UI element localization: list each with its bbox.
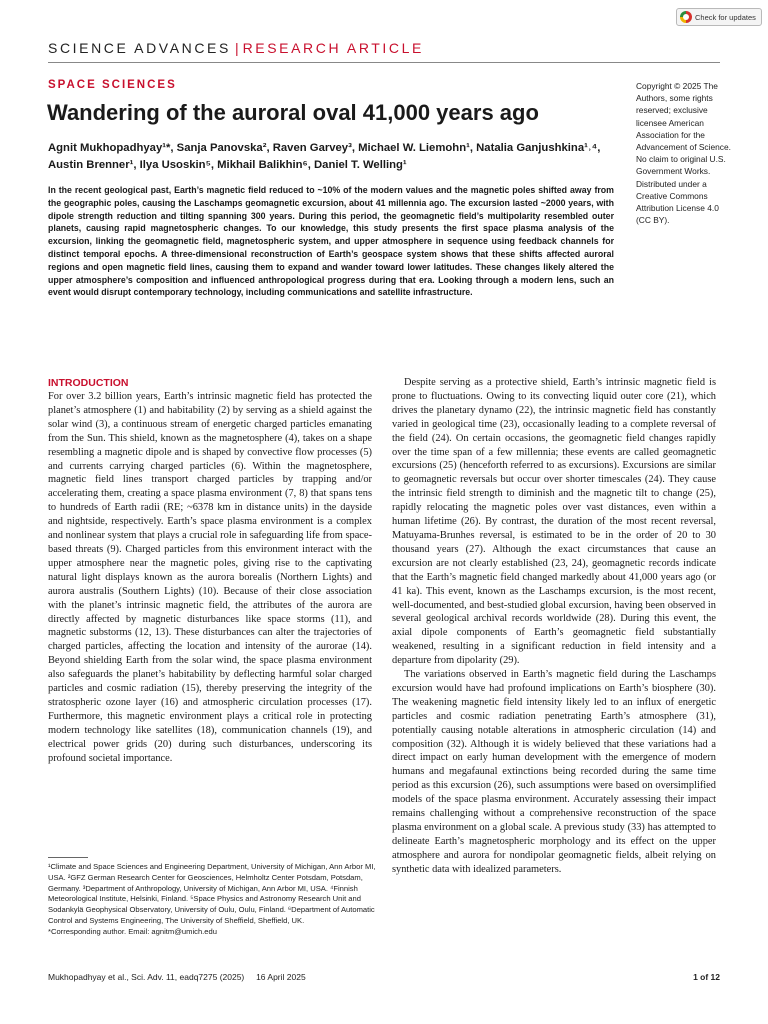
article-type: RESEARCH ARTICLE: [242, 40, 424, 56]
intro-paragraph-1: For over 3.2 billion years, Earth’s intrinsic magnetic field has protected the planet’s atmosphere (1) and habitability (2) by serving as a shield against the solar wind (3), a continuous stream of energetic charged particles emanating from the Sun. This shield, known as the magnetosphere (4), takes on a shape resembling a magnetic dipole and is shaped by convective flow processes (5) and currents carrying charged particles (6). Within the magnetosphere, magnetic field lines transport charged particles by trapping and/or accelerating them, creating a space plasma environment (7, 8) that spans tens to hundreds of Earth radii (RE; ~6378 km in distance units) in the dayside and nightside, respectively. Earth’s space plasma environment is a complex and nonlinear system that plays a crucial role in safeguarding life from space-based threats (9). Charged particles from this environment interact with the upper atmosphere near the magnetic poles, giving rise to the captivating natural light displays known as the aurora borealis (Northern Lights) and aurora australis (Southern Lights) (10). Because of their close association with the planet’s intrinsic magnetic field, the attributes of the aurora are directly affected by magnetic disturbances like space storms (11), and magnetic substorms (12, 13). These disturbances can alter the trajectories of charged particles, affecting the location and intensity of the aurorae (14). Beyond shielding Earth from the solar wind, the space plasma environment also safeguards the planet’s habitability by deflecting harmful solar charged particles and cosmic radiation (15), thereby preserving the integrity of the stratospheric ozone layer (16) and atmospheric circulation processes (17). Furthermore, this magnetic environment plays a critical role in protecting modern technology like satellites (18), communication channels (19), and electrical power grids (20) during such disturbances, underscoring its profound societal importance.: [48, 391, 372, 764]
section-label: SPACE SCIENCES: [48, 79, 177, 91]
author-list: Agnit Mukhopadhyay¹*, Sanja Panovska², Raven Garvey³, Michael W. Liemohn¹, Natalia Ganjushkina¹˒⁴, Austin Brenner¹, Ilya Usoskin⁵, Mikhail Balikhin⁶, Daniel T. Welling¹: [48, 142, 601, 171]
page-footer: [48, 972, 720, 982]
citation: Mukhopadhyay et al., Sci. Adv. 11, eadq7275 (2025) 16 April 2025: [48, 972, 306, 982]
footnote-rule: [48, 857, 88, 858]
affiliation-text: ¹Climate and Space Sciences and Engineering Department, University of Michigan, Ann Arbor MI, USA. ²GFZ German Research Center for Geosciences, Helmholtz Center Potsdam, Potsdam, Germany. ³Department of Anthropology, University of Michigan, Ann Arbor MI, USA. ⁴Finnish Meteorological Institute, Helsinki, Finland. ⁵Space Physics and Astronomy Research Unit and Sodankylä Geophysical Observatory, University of Oulu, Oulu, Finland. ⁶Department of Automatic Control and Systems Engineering, The University of Sheffield, Sheffield, UK.: [48, 862, 376, 925]
journal-header: [48, 40, 424, 56]
check-for-updates-label: Check for updates: [695, 12, 756, 22]
left-column: [48, 376, 372, 765]
intro-paragraph-3: The variations observed in Earth’s magnetic field during the Laschamps excursion would have had profound implications on Earth’s biosphere (30). The weakening magnetic field intensity likely led to an influx of energetic particles and cosmic radiation penetrating Earth’s atmosphere (31), potentially causing notable alterations in atmospheric circulation (14) and composition (32). Although it is widely believed that these variations had a direct impact on early human development with the emergence of modern humans and megafaunal extinctions being recorded during the same time period as this excursion (26), such assumptions were based on oversimplified models of the space plasma environment. Accurately assessing their impact remains challenging without a comprehensive reconstruction of the space plasma environment on a global scale. A previous study (33) has attempted to delineate Earth’s magnetospheric morphology and its effect on the upper atmosphere and aurora for nondipolar geomagnetic fields, albeit relying on synthetic data with idealized parameters.: [392, 669, 716, 875]
corresponding-author: *Corresponding author. Email: agnitm@umich.edu: [48, 926, 217, 936]
journal-name: SCIENCE ADVANCES: [48, 40, 231, 56]
introduction-heading: INTRODUCTION: [48, 377, 129, 389]
right-column: [392, 376, 716, 877]
crossmark-icon: [680, 11, 692, 23]
intro-paragraph-2: Despite serving as a protective shield, Earth’s intrinsic magnetic field is prone to fluctuations. Owing to its convecting liquid outer core (21), which drives the planetary dynamo (22), the intrinsic magnetic field has constantly varied in geological time (23), occasionally leading to a complete reversal of the field (24). On certain occasions, the geomagnetic field changes rapidly over the time span of a few millennia; these events are called geomagnetic excursions (25) (henceforth referred to as excursions). Excursions are similar to geomagnetic reversals but occur over shorter timescales (24). They cause the intrinsic field strength to diminish and the magnetic tilt to change (25), rapidly relocating the magnetic poles over vast distances, even within a human lifetime (26). By contrast, the duration of the most recent reversal, Matuyama-Brunhes reversal, is estimated to be in the order of 20 to 30 thousand years (27). Although the exact circumstances that cause an excursion are not clearly established (23, 24), geomagnetic records indicate that the Earth’s magnetic field changed markedly about 41,000 years ago (or 41 ka). This event, known as the Laschamps excursion, is the most recent, well-documented, and best-studied global excursion, having been observed in several geological archival records worldwide (28). During this event, the axial dipole components of Earth’s geomagnetic field substantially weakened, resulting in a significant reduction in field intensity and a departure from dipolarity (29).: [392, 377, 716, 667]
header-rule: [48, 62, 720, 63]
article-title: Wandering of the auroral oval 41,000 years ago: [47, 100, 539, 125]
copyright-notice: Copyright © 2025 The Authors, some rights reserved; exclusive licensee American Association for the Advancement of Science. No claim to original U.S. Government Works. Distributed under a Creative Commons Attribution License 4.0 (CC BY).: [636, 81, 731, 226]
affiliations: [48, 862, 378, 938]
header-separator: |: [234, 40, 239, 56]
abstract: In the recent geological past, Earth’s magnetic field reduced to ~10% of the modern values and the magnetic poles shifted away from the geographic poles, causing the Laschamps geomagnetic excursion, about 41 millennia ago. The excursion lasted ~2000 years, with dipole strength reduction and tilting spanning 300 years. During this period, the geomagnetic field’s multipolarity resembled outer planets, causing rapid magnetospheric changes. To our knowledge, this study presents the first space plasma analysis of the excursion, linking the geomagnetic field, magnetospheric system, and upper atmosphere in sequence using feedback channels for distinct temporal epochs. A three-dimensional reconstruction of Earth’s geospace system shows that these shifts affected auroral regions and open magnetic field lines, causing them to expand and wander toward lower latitudes. These changes likely altered the upper atmosphere’s composition and influenced anthropological progress during that era. Looking through a modern lens, such an event would disrupt contemporary technology, including communications and satellite infrastructure.: [48, 185, 614, 298]
page-number: 1 of 12: [693, 972, 720, 982]
check-for-updates-button[interactable]: [676, 8, 762, 26]
